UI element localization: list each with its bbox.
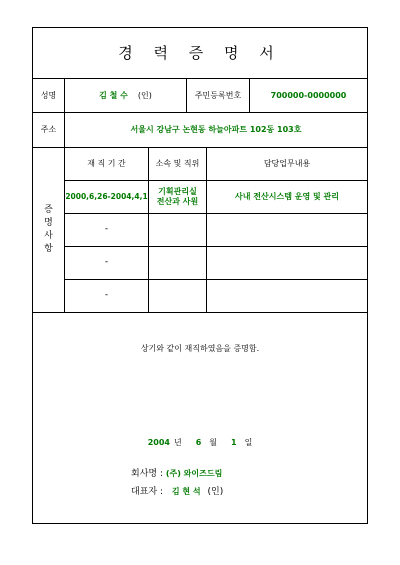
header-dept: 소속 및 직위 (155, 159, 200, 168)
date-month: 6 (195, 438, 202, 447)
row1-dept-line1: 기획관리실 (158, 187, 197, 196)
row2-period: - (104, 224, 109, 235)
date-year-unit: 년 (173, 438, 182, 447)
name-value: 김 철 수 (99, 90, 128, 100)
representative-value: 김 현 석 (171, 487, 201, 496)
date-year: 2004 (147, 438, 170, 447)
header-period: 재 직 기 간 (87, 159, 126, 168)
row4-period: - (104, 290, 109, 301)
row1-duties: 사내 전산시스템 운영 및 관리 (235, 192, 339, 201)
id-number-value: 700000-0000000 (270, 90, 347, 100)
representative-line (131, 484, 223, 497)
address-label: 주소 (40, 125, 57, 134)
certificate-sheet (32, 27, 368, 524)
career-label-char-3: 사 (44, 231, 53, 241)
date-day: 1 (231, 438, 237, 447)
address-value: 서울시 강남구 논현동 하늘아파트 102동 103호 (130, 125, 302, 134)
row3-period: - (104, 257, 109, 268)
company-line (131, 466, 222, 479)
name-cell (65, 79, 186, 112)
row1-dept-line2: 전산과 사원 (156, 197, 199, 206)
certification-statement: 상기와 같이 재직하였음을 증명함. (140, 344, 260, 353)
date-day-unit: 일 (244, 438, 253, 447)
company-label: 회사명 : (131, 469, 163, 479)
career-section-label (33, 148, 64, 312)
representative-seal: (인) (207, 487, 224, 497)
company-value: (주) 와이즈드림 (165, 469, 223, 478)
date-month-unit: 월 (209, 438, 217, 447)
career-label-char-1: 증 (44, 204, 53, 215)
rule-below-career (33, 312, 367, 313)
header-duties: 담당업무내용 (263, 159, 311, 168)
name-seal: (인) (137, 90, 152, 100)
career-label-char-2: 명 (44, 217, 53, 228)
document-title: 경 력 증 명 서 (118, 43, 282, 62)
row1-period: 2000,6,26-2004,4,1 (65, 192, 148, 202)
career-label-char-4: 항 (44, 244, 53, 255)
issue-date (33, 436, 367, 450)
name-label: 성명 (40, 90, 57, 100)
id-number-label: 주민등록번호 (194, 90, 242, 100)
row1-dept (149, 181, 206, 213)
representative-label: 대표자 : (131, 487, 163, 497)
